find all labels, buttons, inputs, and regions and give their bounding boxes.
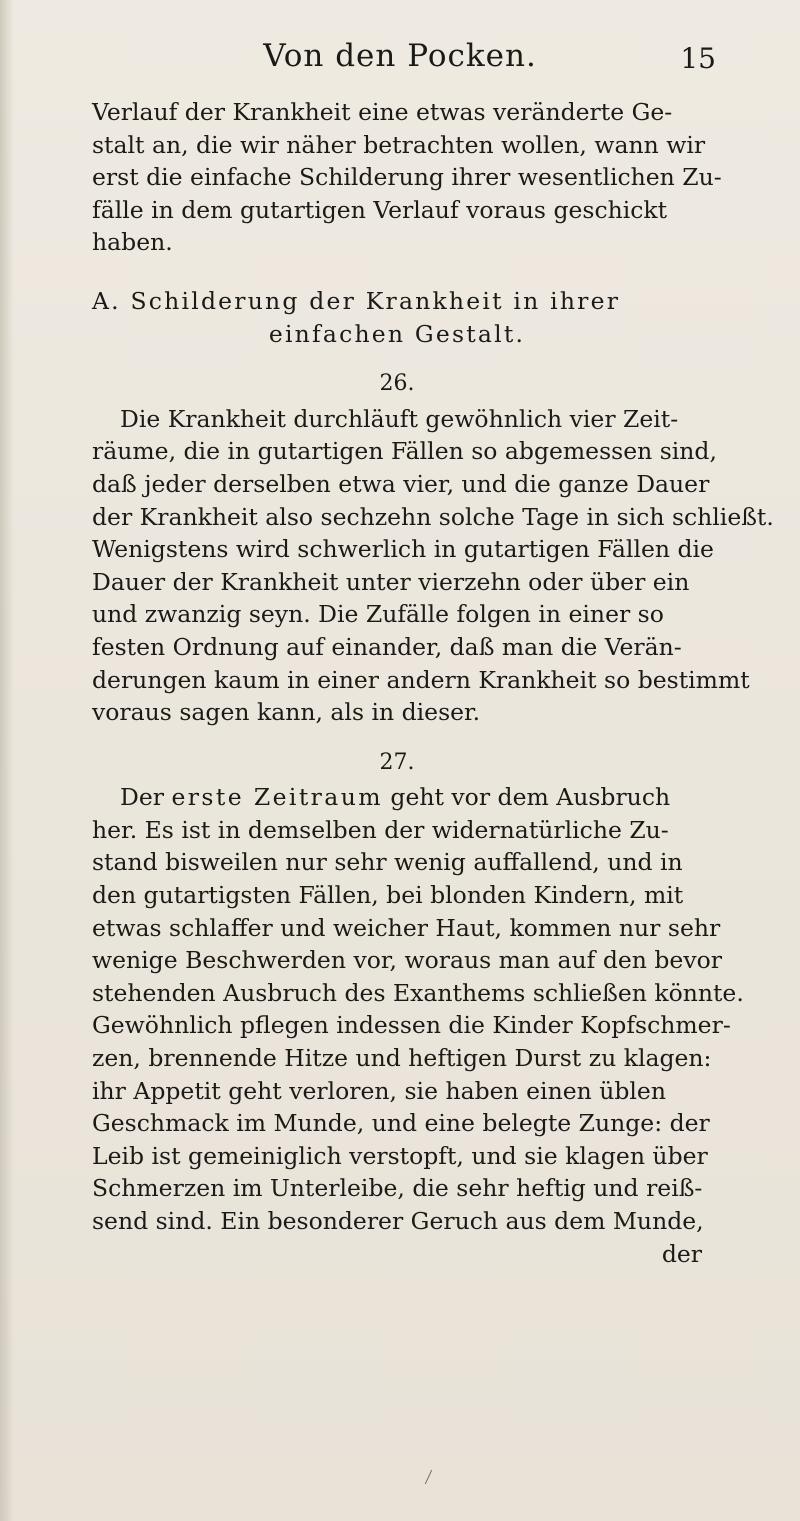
running-title: Von den Pocken.	[263, 38, 537, 74]
text-line: ihr Appetit geht verloren, sie haben einen üblen	[92, 1076, 666, 1105]
text-line: und zwanzig seyn. Die Zufälle folgen in einer so	[92, 600, 664, 629]
page-header	[0, 38, 800, 82]
text-span: geht vor dem Ausbruch	[382, 783, 671, 812]
paragraph-number-27: 27.	[379, 749, 415, 775]
section-heading-line-2: einfachen Gestalt.	[268, 319, 526, 348]
paragraph-number-26: 26.	[379, 371, 415, 397]
text-line	[92, 781, 702, 814]
text-line: fälle in dem gutartigen Verlauf voraus geschickt	[92, 195, 668, 224]
text-line: räume, die in gutartigen Fällen so abgemessen sind,	[92, 437, 717, 466]
text-line: derungen kaum in einer andern Krankheit so bestimmt	[92, 665, 750, 694]
page-number: 15	[680, 42, 716, 75]
ink-mark	[425, 1470, 437, 1484]
text-line: send sind. Ein besonderer Geruch aus dem Munde,	[92, 1207, 704, 1235]
text-span: Der	[120, 783, 172, 812]
page-gutter-shadow	[0, 0, 14, 1521]
text-line: haben.	[92, 228, 173, 257]
paragraph-26	[92, 403, 774, 729]
text-line: stalt an, die wir näher betrachten wollen, wann wir	[92, 130, 706, 159]
text-line: Schmerzen im Unterleibe, die sehr heftig und reiß-	[92, 1174, 703, 1203]
text-line: voraus sagen kann, als in dieser.	[92, 698, 481, 727]
text-line: etwas schlaffer und weicher Haut, kommen nur sehr	[92, 913, 721, 942]
text-line: Dauer der Krankheit unter vierzehn oder über ein	[92, 567, 690, 596]
text-line: den gutartigsten Fällen, bei blonden Kindern, mit	[92, 881, 684, 910]
text-line: Geschmack im Munde, und eine belegte Zunge: der	[92, 1109, 710, 1138]
text-line: festen Ordnung auf einander, daß man die Verän-	[92, 632, 682, 661]
text-line: Gewöhnlich pflegen indessen die Kinder Kopfschmer-	[92, 1011, 731, 1040]
section-heading-line-1: A. Schilderung der Krankheit in ihrer	[92, 286, 621, 315]
text-line: her. Es ist in demselben der widernatürliche Zu-	[92, 815, 669, 844]
text-line: wenige Beschwerden vor, woraus man auf den bevor	[92, 946, 723, 975]
text-line: Leib ist gemeiniglich verstopft, und sie klagen über	[92, 1141, 708, 1170]
text-line: erst die einfache Schilderung ihrer wesentlichen Zu-	[92, 163, 722, 192]
text-line: stand bisweilen nur sehr wenig auffallend, und in	[92, 848, 683, 877]
text-line: zen, brennende Hitze und heftigen Durst zu klagen:	[92, 1044, 712, 1073]
text-line: Die Krankheit durchläuft gewöhnlich vier Zeit-	[120, 404, 679, 433]
emphasized-term: erste Zeitraum	[171, 783, 383, 812]
text-line: Wenigstens wird schwerlich in gutartigen Fällen die	[92, 535, 714, 564]
section-heading	[92, 285, 702, 350]
text-line: daß jeder derselben etwa vier, und die ganze Dauer	[92, 469, 710, 498]
catchword: der	[661, 1239, 702, 1268]
paragraph-27	[92, 781, 744, 1270]
text-line: stehenden Ausbruch des Exanthems schließen könnte.	[92, 978, 744, 1007]
intro-paragraph	[92, 96, 722, 259]
text-line: der Krankheit also sechzehn solche Tage in sich schließt.	[92, 502, 774, 531]
text-line: Verlauf der Krankheit eine etwas veränderte Ge-	[92, 98, 673, 126]
body-text	[92, 96, 774, 1270]
